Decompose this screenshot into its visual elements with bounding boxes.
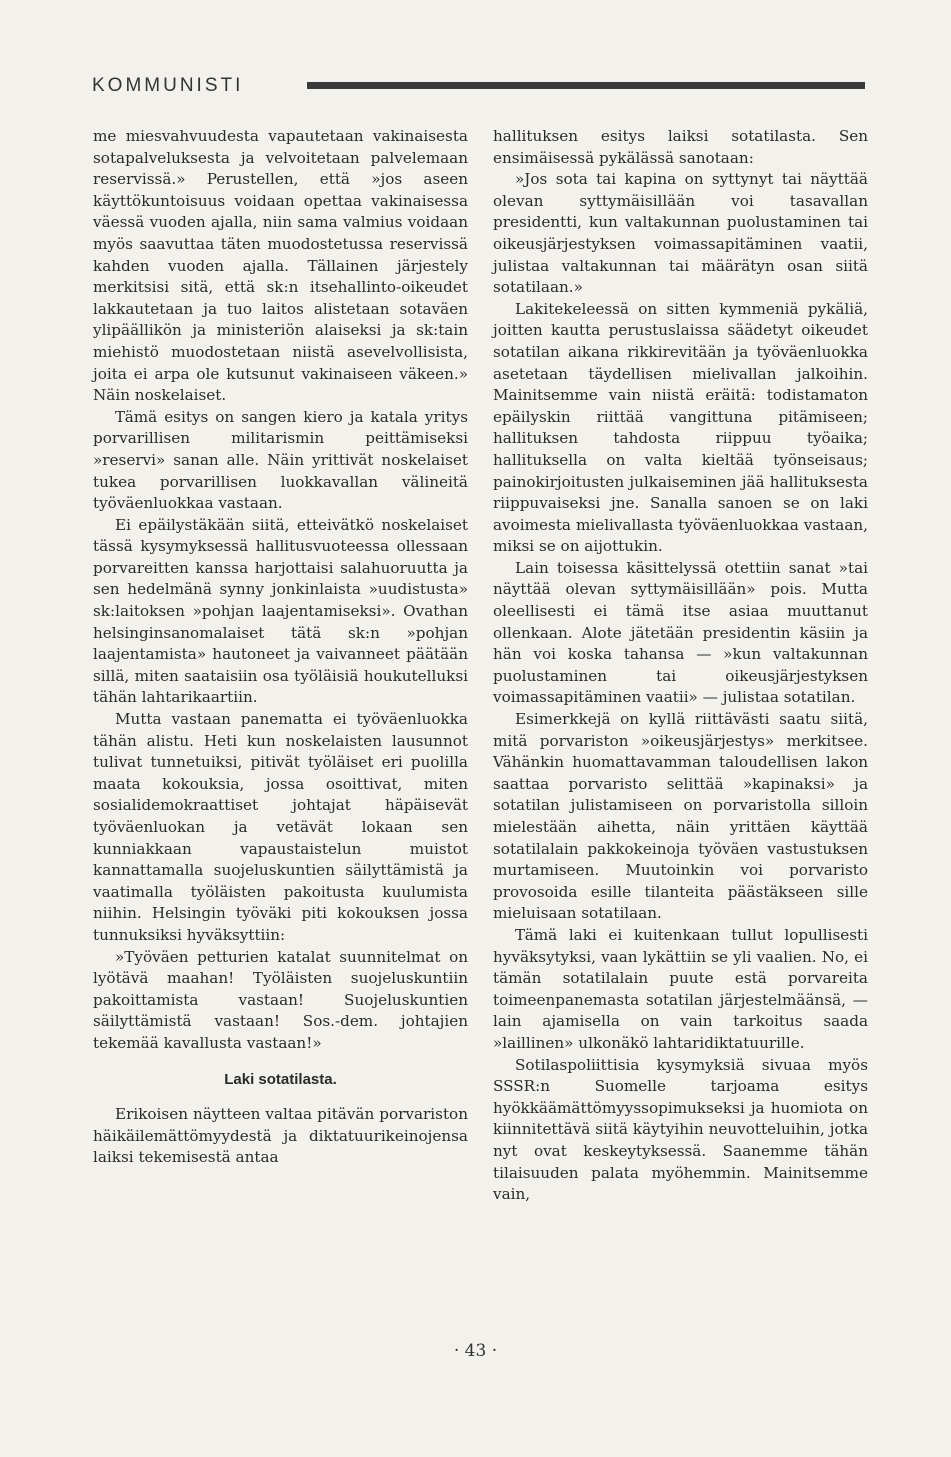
right-column xyxy=(493,126,868,1206)
paragraph: Sotilaspoliittisia kysymyksiä sivuaa myös SSSR:n Suomelle tarjoama esitys hyökkäämättömyyssopimukseksi ja huomiota on kiinnitettävä siitä käytyihin neuvotteluihin, jotka nyt ovat keskeytyksessä. Saanemme tähän tilaisuuden palata myöhemmin. Mainitsemme vain, xyxy=(493,1055,868,1204)
paragraph: Erikoisen näytteen valtaa pitävän porvariston häikäilemättömyydestä ja diktatuurikeinojensa laiksi tekemisestä antaa xyxy=(93,1105,468,1167)
paragraph: Tämä laki ei kuitenkaan tullut lopullisesti hyväksytyksi, vaan lykättiin se yli vaalien. No, ei tämän sotatilalain puute estä porvareita toimeenpanemasta sotatilan järjestelmäänsä, — lain ajamisella on vain tarkoitus saada »laillinen» ulkonäkö lahtaridiktatuurille. xyxy=(493,925,868,1052)
quoted-slogans: »Työväen petturien katalat suunnitelmat on lyötävä maahan! Työläisten suojeluskuntiin pakoittamista vastaan! Suojeluskuntien säilyttämistä vastaan! Sos.-dem. johtajien tekemää kavallusta vastaan!» xyxy=(93,947,468,1052)
paragraph: Lakitekeleessä on sitten kymmeniä pykäliä, joitten kautta perustuslaissa säädetyt oikeudet sotatilan aikana rikkirevitään ja työväenluokka asetetaan täydellisen mielivallan jalkoihin. Mainitsemme vain niistä eräitä: todistamaton epäilyskin riittää vangittuna pitämiseen; hallituksen tahdosta riippuu työaika; hallituksella on valta kieltää työnseisaus; painokirjoitusten julkaiseminen jää hallituksesta riippuvaiseksi jne. Sanalla sanoen se on laki avoimesta mielivallasta työväenluokkaa vastaan, miksi se on aijottukin. xyxy=(493,299,868,556)
journal-title: KOMMUNISTI xyxy=(92,75,244,96)
paragraph: me miesvahvuudesta vapautetaan vakinaisesta sotapalveluksesta ja velvoitetaan palvelemaan reservissä.» Perustellen, että »jos aseen käyttökuntoisuus voidaan opettaa vakinaisessa väessä vuoden ajalla, niin sama valmius voidaan myös saavuttaa täten muodostetussa reservissä kahden vuoden ajalla. Tällainen järjestely merkitsisi sitä, että sk:n itsehallinto-oikeudet lakkautetaan ja tuo laitos alistetaan sotaväen ylipäällikön ja ministeriön alaiseksi ja sk:tain miehistö muodostetaan niistä asevelvollisista, joita ei arpa ole kutsunut vakinaiseen väkeen.» Näin noskelaiset. xyxy=(93,127,468,405)
paragraph: hallituksen esitys laiksi sotatilasta. Sen ensimäisessä pykälässä sanotaan: xyxy=(493,127,868,167)
page-number: · 43 · xyxy=(453,1341,498,1361)
paragraph: Lain toisessa käsittelyssä otettiin sanat »tai näyttää olevan syttymäisillään» pois. Mutta oleellisesti ei tämä itse asiaa muuttanut ollenkaan. Alote jätetään presidentin käsiin ja hän voi koska tahansa — »kun valtakunnan puolustaminen tai oikeusjärjestyksen voimassapitäminen vaatii» — julistaa sotatilan. xyxy=(493,558,868,707)
header-rule xyxy=(307,82,865,89)
paragraph: Mutta vastaan panematta ei työväenluokka tähän alistu. Heti kun noskelaisten lausunnot tulivat tunnetuiksi, pitivät työläiset eri puolilla maata kokouksia, jossa osoittivat, miten sosialidemokraattiset johtajat häpäisevät työväenluokan ja vetävät lokaan sen kunniakkaan vapaustaistelun muistot kannattamalla suojeluskuntien säilyttämistä ja vaatimalla työläisten pakoitusta kuulumista niihin. Helsingin työväki piti kokouksen jossa tunnuksiksi hyväksyttiin: xyxy=(93,710,468,944)
left-column xyxy=(93,126,468,1169)
paragraph: Tämä esitys on sangen kiero ja katala yritys porvarillisen militarismin peittämiseksi »reservi» sanan alle. Näin yrittivät noskelaiset tukea porvarillisen luokkavallan välineitä työväenluokkaa vastaan. xyxy=(93,407,468,513)
paragraph: Esimerkkejä on kyllä riittävästi saatu siitä, mitä porvariston »oikeusjärjestys» merkitsee. Vähänkin huomattavamman taloudellisen lakon saattaa porvaristo selittää »kapinaksi» ja sotatilan julistamiseen on porvaristolla silloin mielestään aihetta, näin yrittäen käyttää sotatilalain pakkokeinoja työväen vastustuksen murtamiseen. Muutoinkin voi porvaristo provosoida esille tilanteita päästäkseen sille mieluisaan sotatilaan. xyxy=(493,710,868,923)
page-header xyxy=(92,74,865,98)
section-heading: Laki sotatilasta. xyxy=(224,1070,337,1088)
paragraph: Ei epäilystäkään siitä, etteivätkö noskelaiset tässä kysymyksessä hallitusvuoteessa ollessaan porvareitten kanssa harjottaisi salahuoruutta ja sen hedelmänä synny jonkinlaista »uudistusta» sk:laitoksen »pohjan laajentamiseksi». Ovathan helsinginsanomalaiset tätä sk:n »pohjan laajentamista» hautoneet ja vaivanneet päätään sillä, miten saataisiin osa työläisiä houkutelluksi tähän lahtarikaartiin. xyxy=(93,515,468,707)
quoted-law-text: »Jos sota tai kapina on syttynyt tai näyttää olevan syttymäisillään voi tasavallan presidentti, kun valtakunnan puolustaminen tai oikeusjärjestyksen voimassapitäminen vaatii, julistaa valtakunnan tai määrätyn osan siitä sotatilaan.» xyxy=(493,170,868,297)
